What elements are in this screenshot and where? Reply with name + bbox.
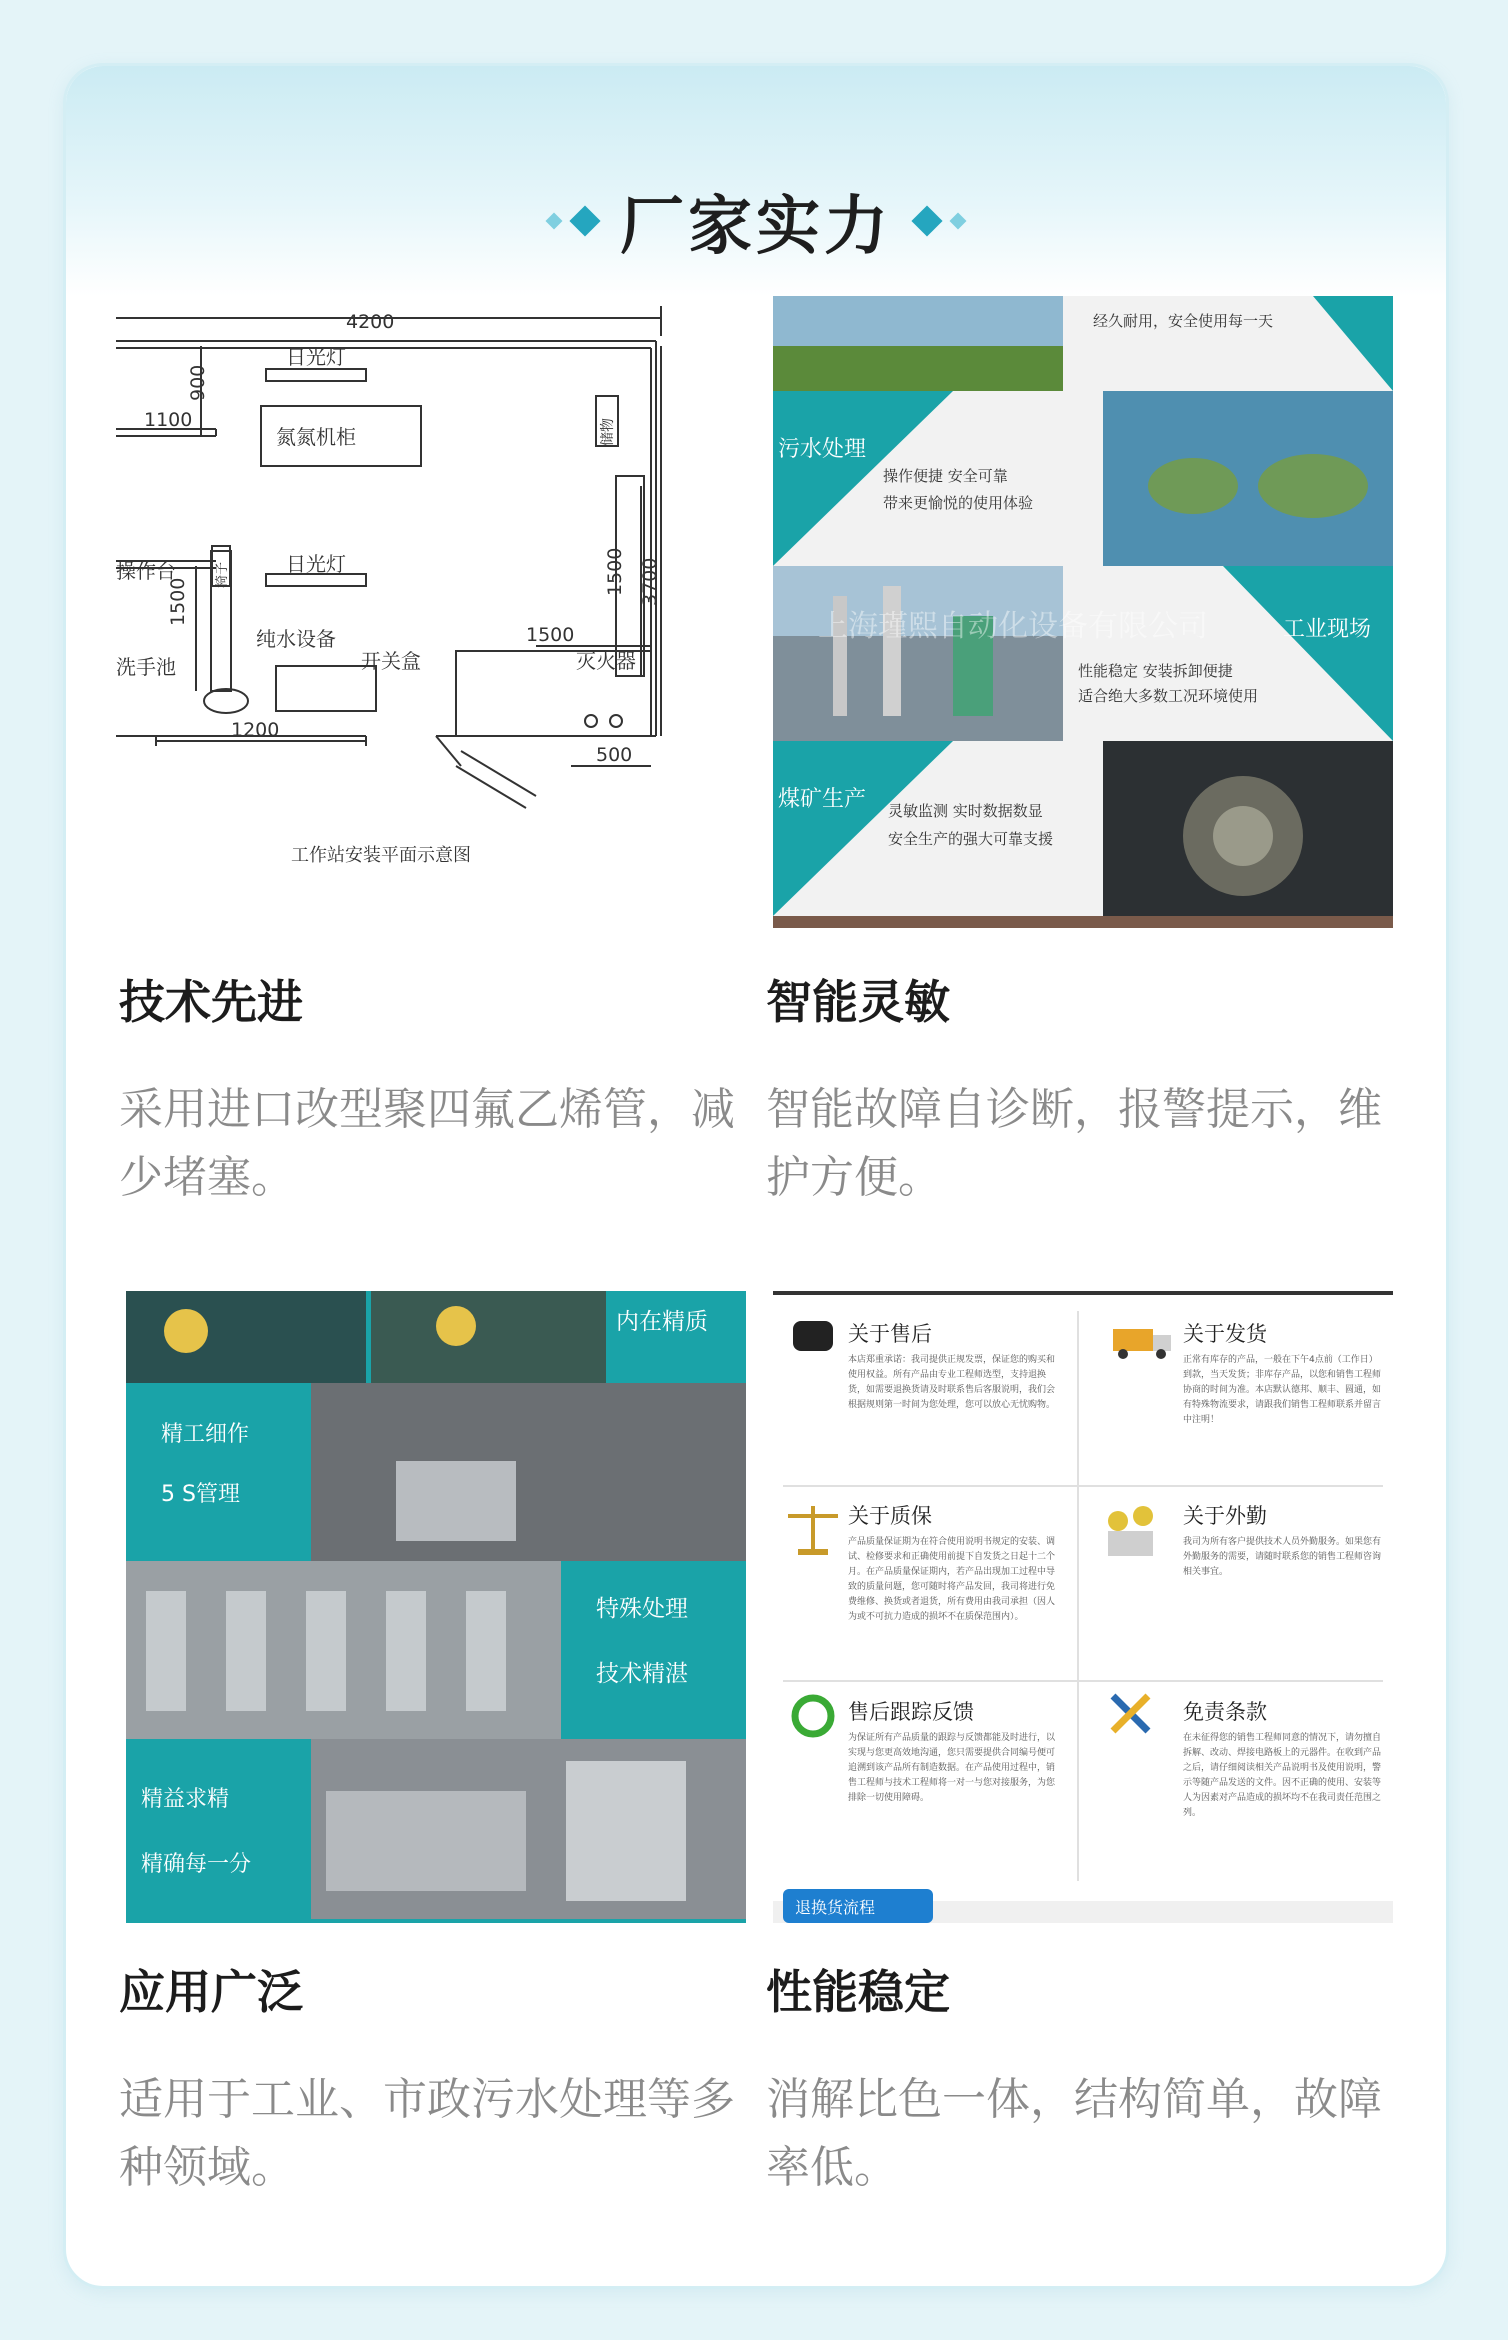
app-row1-line2: 带来更愉悦的使用体验 [883,494,1034,512]
mfg-label-1: 内在精质 [616,1309,708,1335]
label-lamp-2: 日光灯 [286,552,346,576]
feature-title-2: 智能灵敏 [766,975,950,1029]
manufacturing-image [126,1291,746,1923]
label-storage: 储物 [600,418,616,446]
feature-title-4: 性能稳定 [766,1965,950,2019]
dim-4200: 4200 [346,311,395,333]
service-text-3: 我司为所有客户提供技术人员外勤服务。如果您有外勤服务的需要，请随时联系您的销售工程师咨询相关事宜。 [1183,1537,1382,1577]
app-row2-line2: 适合绝大多数工况环境使用 [1078,687,1259,705]
dim-3700: 3700 [639,557,661,606]
service-text-0: 本店郑重承诺：我司提供正规发票，保证您的购买和使用权益。所有产品由专业工程师选型，支持退换货，如需要退换货请及时联系售后客服说明，我们会根据规则第一时间为您处理，您可以放心无忧购物。 [848,1355,1056,1410]
label-lamp-1: 日光灯 [286,345,346,369]
app-row2-line1: 性能稳定 安装拆卸便捷 [1078,662,1233,680]
service-title-4: 售后跟踪反馈 [848,1700,974,1724]
dim-500: 500 [596,744,633,766]
feature-title-3: 应用广泛 [119,1965,303,2019]
mfg-label-6: 精益求精 [141,1787,230,1812]
feature-desc-3: 适用于工业、市政污水处理等多种领域。 [119,2074,735,2193]
section-title: 厂家实力 [620,190,892,264]
label-chair: 椅子 [215,561,230,588]
dim-900: 900 [187,364,209,401]
watermark: 上海瑾熙自动化设备有限公司 [818,609,1208,644]
dim-1200: 1200 [231,719,280,741]
label-extinguisher: 灭火器 [576,649,636,673]
service-title-2: 关于质保 [848,1504,932,1528]
label-desk: 操作台 [116,559,176,583]
service-title-3: 关于外勤 [1183,1504,1267,1528]
app-row1-line1: 操作便捷 安全可靠 [883,467,1008,485]
app-row3-line2: 安全生产的强大可靠支援 [888,830,1054,848]
service-title-0: 关于售后 [848,1322,932,1346]
label-cabinet: 氮氮机柜 [276,425,356,449]
service-title-1: 关于发货 [1183,1322,1267,1346]
mfg-label-3: 5 S管理 [161,1482,240,1507]
label-water: 纯水设备 [256,627,336,651]
floor-plan-image [116,296,736,928]
floor-plan-caption: 工作站安装平面示意图 [291,845,471,866]
mfg-label-2: 精工细作 [161,1422,250,1447]
dim-1500-left: 1500 [167,577,189,626]
feature-desc-4: 消解比色一体，结构简单，故障率低。 [766,2074,1382,2193]
strength-card [63,63,1449,2289]
feature-desc-2: 智能故障自诊断，报警提示，维护方便。 [766,1084,1382,1203]
service-text-5: 在未征得您的销售工程师同意的情况下，请勿擅自拆解、改动、焊接电路板上的元器件。在收到产品之后，请仔细阅读相关产品说明书及使用说明，警示等随产品发送的文件。因不正确的使用、安装等人为因素对产品造成的损坏均不在我司责任范围之列。 [1183,1733,1382,1818]
dim-1500-right: 1500 [604,547,626,596]
mfg-label-4: 特殊处理 [596,1596,688,1622]
app-row1-tag: 污水处理 [778,437,867,462]
service-text-1: 正常有库存的产品，一般在下午4点前（工作日）到款，当天发货；非库存产品，以您和销售工程师协商的时间为准。本店默认德邦、顺丰、圆通，如有特殊物流要求，请跟我们销售工程师联系并留言中注明！ [1183,1355,1382,1425]
service-tab: 退换货流程 [795,1898,876,1917]
dim-1500-mid: 1500 [526,624,575,646]
service-text-4: 为保证所有产品质量的跟踪与反馈都能及时进行，以实现与您更高效地沟通，您只需要提供合同编号便可追溯到该产品所有制造数据。在产品使用过程中，销售工程师与技术工程师将一对一与您对接服务，为您排除一切使用障碍。 [848,1733,1056,1803]
feature-desc-1: 采用进口改型聚四氟乙烯管，减少堵塞。 [119,1084,735,1203]
service-info-image [773,1291,1393,1923]
dim-1100: 1100 [144,409,193,431]
service-text-2: 产品质量保证期为在符合使用说明书规定的安装、调试、检修要求和正确使用前提下自发货之日起十二个月。在产品质量保证期内，若产品出现加工过程中导致的质量问题，您可随时将产品发回，我司将进行免费维修、换货或者退货，所有费用由我司承担（因人为或不可抗力造成的损坏不在质保范围内）。 [848,1537,1056,1622]
app-row2-tag: 工业现场 [1283,617,1372,642]
telephone-icon [793,1321,833,1351]
section-title-row [66,176,1446,266]
feature-title-1: 技术先进 [119,975,303,1029]
mfg-label-5: 技术精湛 [596,1661,688,1687]
left-diamonds-icon [548,210,596,232]
app-row0-line: 经久耐用，安全使用每一天 [1093,312,1274,330]
applications-image [773,296,1393,928]
app-row3-tag: 煤矿生产 [778,787,867,812]
label-switch: 开关盒 [361,649,421,673]
right-diamonds-icon [916,210,964,232]
service-title-5: 免责条款 [1183,1700,1267,1724]
label-sink: 洗手池 [116,655,176,679]
app-row3-line1: 灵敏监测 实时数据数显 [888,802,1043,820]
mfg-label-7: 精确每一分 [141,1852,252,1877]
